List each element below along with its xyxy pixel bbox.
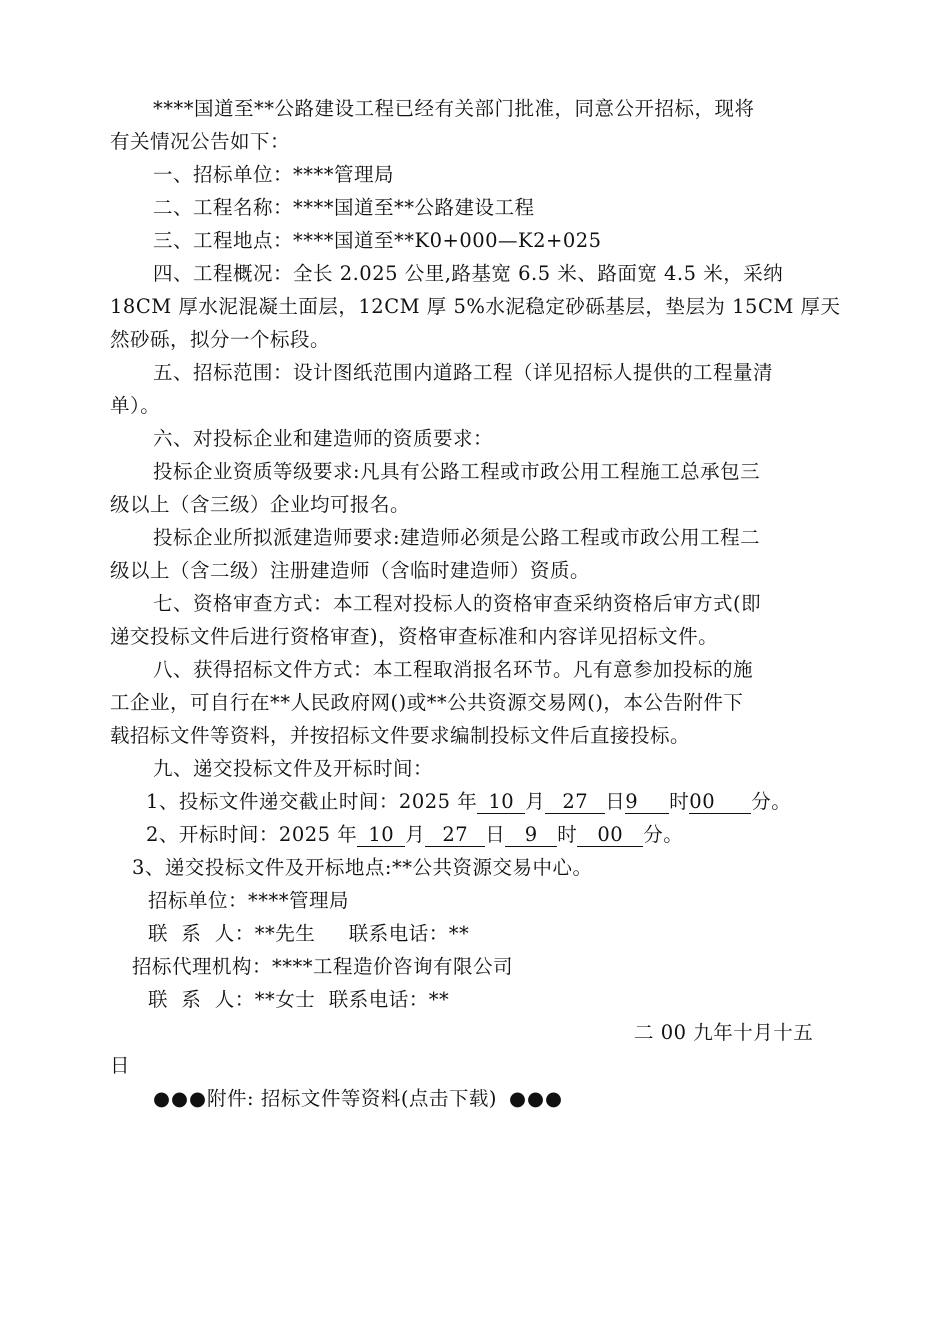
deadline-day: 27	[545, 791, 605, 814]
opening-hour-unit: 时	[557, 823, 578, 846]
opening-prefix: 2、开标时间：2025 年	[146, 823, 358, 846]
opening-minute-unit: 分。	[643, 823, 684, 846]
issuer-line: 招标单位：****管理局	[148, 889, 350, 912]
opening-location: 3、递交投标文件及开标地点:**公共资源交易中心。	[132, 856, 593, 879]
item-enterprise-req-line-2: 级以上（含三级）企业均可报名。	[110, 493, 411, 516]
attachment-download-link[interactable]	[153, 1086, 563, 1112]
opening-day-unit: 日	[485, 823, 506, 846]
opening-month: 10	[357, 824, 405, 847]
item-scope-line-2: 单）。	[110, 394, 161, 417]
opening-month-unit: 月	[405, 823, 426, 846]
deadline-prefix: 1、投标文件递交截止时间：2025 年	[146, 790, 478, 813]
bullet-dots-left-icon: ●●●	[153, 1087, 208, 1110]
agency-contact-line: 联 系 人：**女士 联系电话：**	[148, 988, 450, 1011]
item-obtain-docs-line-3: 载招标文件等资料，并按招标文件要求编制投标文件后直接投标。	[110, 724, 691, 747]
opening-hour: 9	[505, 824, 557, 847]
item-overview-line-3: 然砂砾，拟分一个标段。	[110, 328, 331, 351]
bullet-dots-right-icon: ●●●	[509, 1087, 564, 1110]
item-overview-line-2: 18CM 厚水泥混凝土面层，12CM 厚 5%水泥稳定砂砾基层，垫层为 15CM 厚天	[110, 295, 841, 318]
deadline-time	[146, 789, 791, 815]
deadline-hour-unit: 时	[669, 790, 690, 813]
item-overview-line-1: 四、工程概况：全长 2.025 公里,路基宽 6.5 米、路面宽 4.5 米，采纳	[153, 262, 784, 285]
item-scope-line-1: 五、招标范围：设计图纸范围内道路工程（详见招标人提供的工程量清	[153, 361, 774, 384]
issuer-contact-line: 联 系 人：**先生 联系电话：**	[148, 922, 470, 945]
item-project-location: 三、工程地点：****国道至**K0+000—K2+025	[153, 229, 602, 252]
item-obtain-docs-line-2: 工企业，可自行在**人民政府网()或**公共资源交易网()，本公告附件下	[110, 691, 744, 714]
item-review-line-1: 七、资格审查方式：本工程对投标人的资格审查采纳资格后审方式(即	[153, 592, 762, 615]
intro-line-2: 有关情况公告如下：	[110, 130, 291, 153]
opening-time	[146, 822, 683, 848]
deadline-month: 10	[477, 791, 525, 814]
item-time-heading: 九、递交投标文件及开标时间：	[153, 757, 434, 780]
item-review-line-2: 递交投标文件后进行资格审查)，资格审查标准和内容详见招标文件。	[110, 625, 719, 648]
agency-line: 招标代理机构：****工程造价咨询有限公司	[132, 955, 514, 978]
deadline-minute-unit: 分。	[751, 790, 792, 813]
item-qualification-heading: 六、对投标企业和建造师的资质要求：	[153, 427, 494, 450]
intro-line-1: ****国道至**公路建设工程已经有关部门批准，同意公开招标，现将	[153, 97, 755, 120]
opening-day: 27	[425, 824, 485, 847]
item-bidding-unit: 一、招标单位：****管理局	[153, 163, 395, 186]
item-enterprise-req-line-1: 投标企业资质等级要求:凡具有公路工程或市政公用工程施工总承包三	[153, 460, 761, 483]
opening-minute: 00	[577, 824, 643, 847]
issue-date-line-1: 二 00 九年十月十五	[634, 1021, 814, 1044]
item-obtain-docs-line-1: 八、获得招标文件方式：本工程取消报名环节。凡有意参加投标的施	[153, 658, 754, 681]
deadline-hour: 9	[625, 791, 669, 814]
deadline-minute: 00	[689, 791, 751, 814]
item-project-name: 二、工程名称：****国道至**公路建设工程	[153, 196, 535, 219]
deadline-day-unit: 日	[605, 790, 626, 813]
item-constructor-req-line-2: 级以上（含二级）注册建造师（含临时建造师）资质。	[110, 559, 591, 582]
deadline-month-unit: 月	[525, 790, 546, 813]
attachment-label[interactable]: 附件: 招标文件等资料(点击下载)	[207, 1087, 498, 1110]
issue-date-line-2: 日	[110, 1054, 131, 1077]
item-constructor-req-line-1: 投标企业所拟派建造师要求:建造师必须是公路工程或市政公用工程二	[153, 526, 761, 549]
